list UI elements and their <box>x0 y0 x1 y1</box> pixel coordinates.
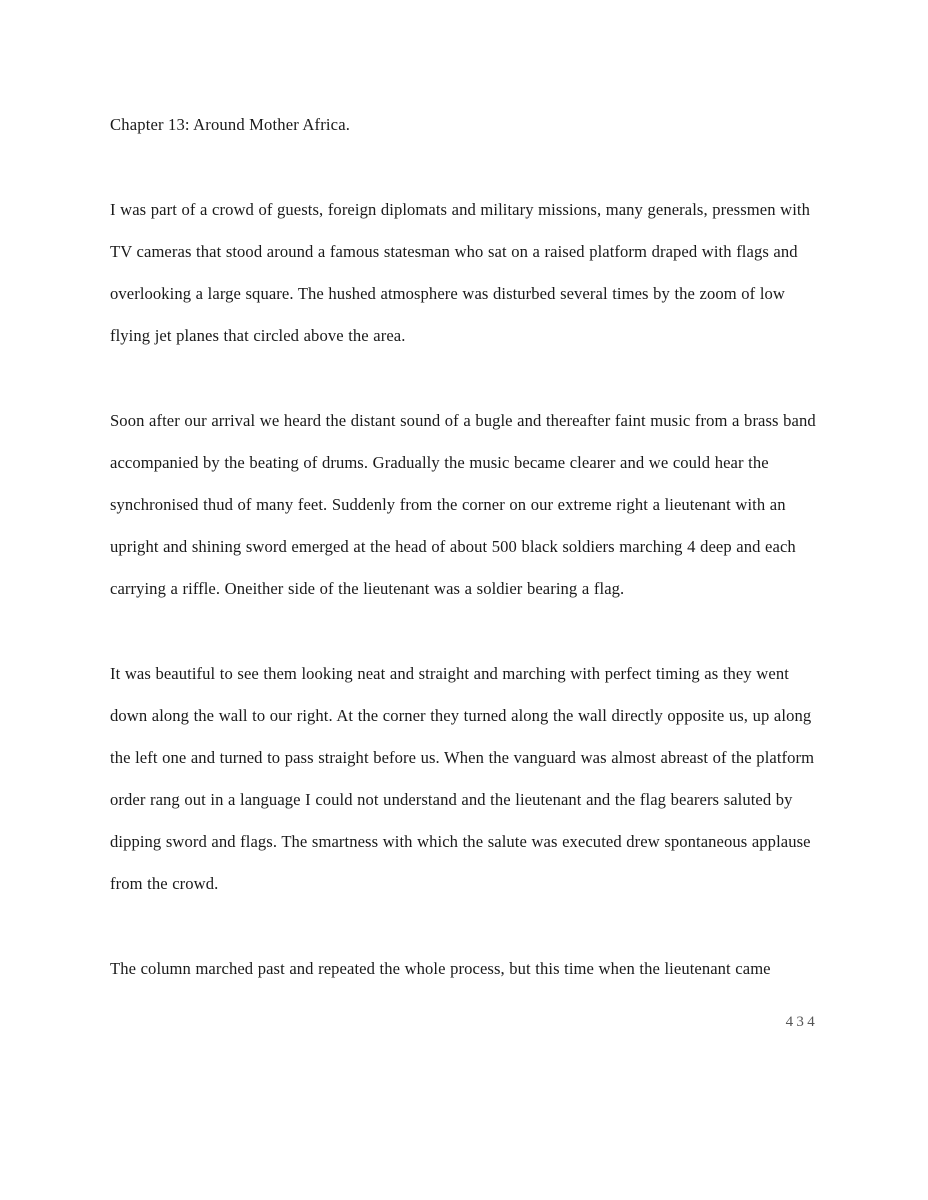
page-text-block <box>110 104 820 990</box>
paragraph-gap-3 <box>110 905 820 948</box>
heading-paragraph-gap <box>110 146 820 189</box>
body-paragraph-4: The column marched past and repeated the whole process, but this time when the lieutenant came <box>110 959 771 978</box>
paragraph-gap-1 <box>110 357 820 400</box>
page-number: 434 <box>785 1014 818 1030</box>
body-paragraph-1: I was part of a crowd of guests, foreign diplomats and military missions, many generals, pressmen with TV cameras that stood around a famous statesman who sat on a raised platform draped with flags and overlooking a large square. The hushed atmosphere was disturbed several times by the zoom of low flying jet planes that circled above the area. <box>110 200 810 345</box>
body-paragraph-3: It was beautiful to see them looking neat and straight and marching with perfect timing as they went down along the wall to our right. At the corner they turned along the wall directly opposite us, up along the left one and turned to pass straight before us. When the vanguard was almost abreast of the platform order rang out in a language I could not understand and the lieutenant and the flag bearers saluted by dipping sword and flags. The smartness with which the salute was executed drew spontaneous applause from the crowd. <box>110 664 815 893</box>
paragraph-gap-2 <box>110 610 820 653</box>
body-paragraph-2: Soon after our arrival we heard the distant sound of a bugle and thereafter faint music from a brass band accompanied by the beating of drums. Gradually the music became clearer and we could hear the synchronised thud of many feet. Suddenly from the corner on our extreme right a lieutenant with an upright and shining sword emerged at the head of about 500 black soldiers marching 4 deep and each carrying a riffle. Oneither side of the lieutenant was a soldier bearing a flag. <box>110 411 816 598</box>
chapter-heading: Chapter 13: Around Mother Africa. <box>110 115 351 134</box>
